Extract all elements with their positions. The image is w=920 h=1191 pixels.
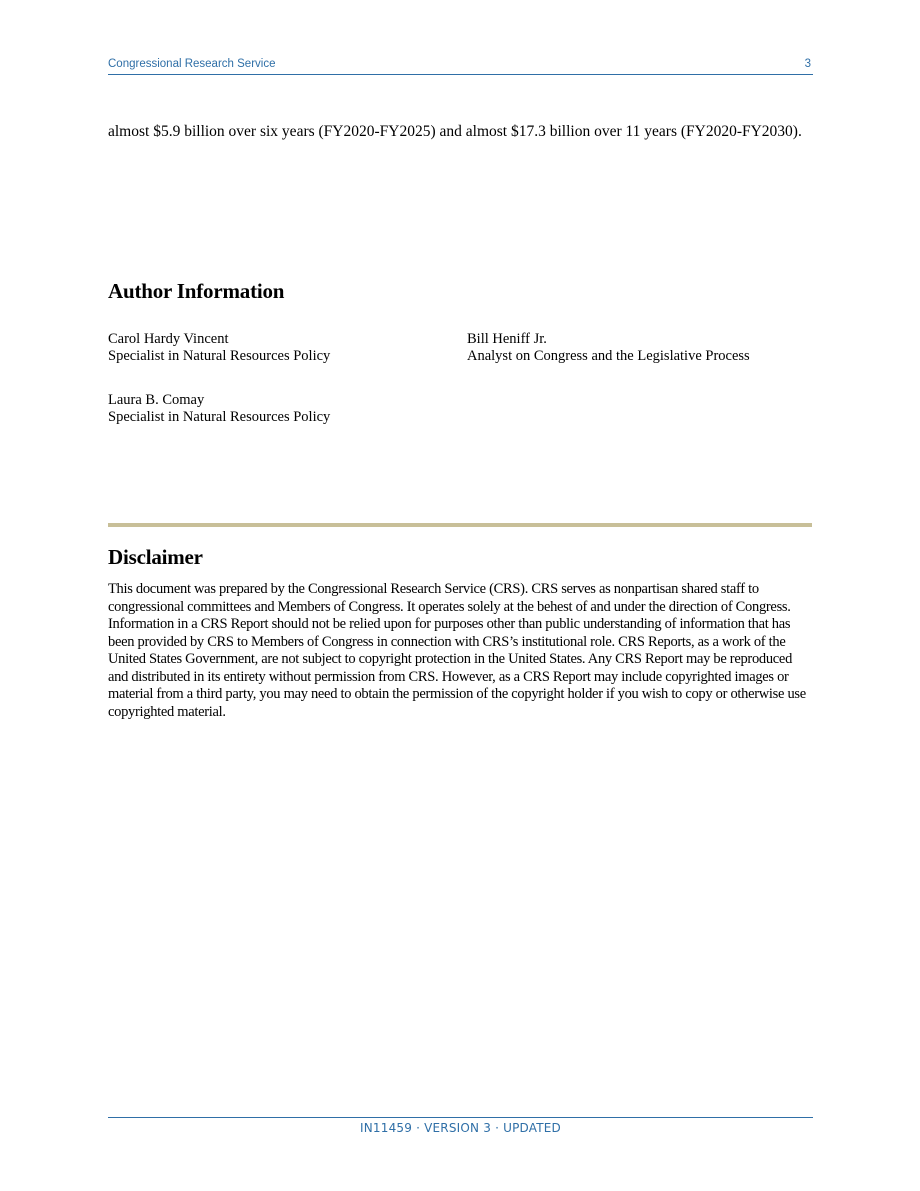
author-name: Carol Hardy Vincent [108, 331, 229, 347]
section-divider [108, 523, 812, 527]
author-title: Specialist in Natural Resources Policy [108, 409, 331, 425]
author-name: Laura B. Comay [108, 392, 205, 408]
disclaimer-heading: Disclaimer [108, 545, 203, 569]
author-information-heading: Author Information [108, 279, 285, 303]
author-entry [108, 392, 330, 426]
header-page-number: 3 [804, 58, 811, 70]
author-name: Bill Heniff Jr. [467, 331, 547, 347]
author-title: Specialist in Natural Resources Policy [108, 348, 331, 364]
footer-divider [108, 1117, 813, 1118]
author-entry [467, 331, 750, 365]
disclaimer-text: This document was prepared by the Congressional Research Service (CRS). CRS serves as nonpartisan shared staff to congressional committees and Members of Congress. It operates solely at the behest of and under the direction of Congress. Information in a CRS Report should not be relied upon for purposes other than public understanding of information that has been provided by CRS to Members of Congress in connection with CRS’s institutional role. CRS Reports, as a work of the United States Government, are not subject to copyright protection in the United States. Any CRS Report may be reproduced and distributed in its entirety without permission from CRS. However, as a CRS Report may include copyrighted images or material from a third party, you may need to obtain the permission of the copyright holder if you wish to copy or otherwise use copyrighted material. [108, 581, 806, 720]
author-entry [108, 331, 330, 365]
header-org-name: Congressional Research Service [108, 58, 276, 70]
continuation-paragraph: almost $5.9 billion over six years (FY2020-FY2025) and almost $17.3 billion over 11 years (FY2020-FY2030). [108, 123, 802, 140]
page-header [108, 56, 813, 75]
footer-report-id: IN11459 · VERSION 3 · UPDATED [359, 1121, 561, 1135]
author-title: Analyst on Congress and the Legislative Process [467, 348, 750, 364]
